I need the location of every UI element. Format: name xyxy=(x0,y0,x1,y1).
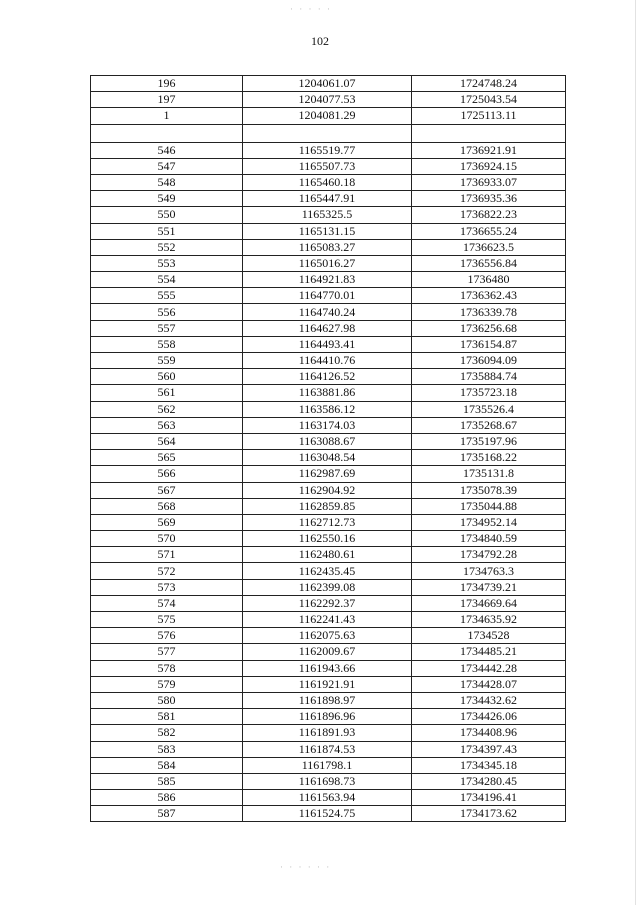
table-row xyxy=(91,725,566,741)
x-coordinate-cell: 1161524.75 xyxy=(243,806,412,822)
coordinate-table xyxy=(90,75,566,822)
x-coordinate-cell: 1161898.97 xyxy=(243,692,412,708)
y-coordinate-cell: 1734196.41 xyxy=(412,790,566,806)
y-coordinate-cell: 1735197.96 xyxy=(412,433,566,449)
y-coordinate-cell: 1734763.3 xyxy=(412,563,566,579)
table-row xyxy=(91,288,566,304)
y-coordinate-cell: 1736921.91 xyxy=(412,142,566,158)
x-coordinate-cell: 1165016.27 xyxy=(243,255,412,271)
point-number-cell: 587 xyxy=(91,806,243,822)
point-number-cell: 197 xyxy=(91,92,243,108)
y-coordinate-cell: 1736154.87 xyxy=(412,336,566,352)
x-coordinate-cell: 1165460.18 xyxy=(243,174,412,190)
point-number-cell: 585 xyxy=(91,773,243,789)
x-coordinate-cell: 1162859.85 xyxy=(243,498,412,514)
table-row xyxy=(91,628,566,644)
table-row xyxy=(91,773,566,789)
x-coordinate-cell: 1164770.01 xyxy=(243,288,412,304)
y-coordinate-cell: 1734485.21 xyxy=(412,644,566,660)
y-coordinate-cell: 1735168.22 xyxy=(412,450,566,466)
point-number-cell: 584 xyxy=(91,757,243,773)
table-row xyxy=(91,191,566,207)
point-number-cell: 570 xyxy=(91,531,243,547)
table-row xyxy=(91,806,566,822)
x-coordinate-cell: 1164410.76 xyxy=(243,353,412,369)
table-row xyxy=(91,320,566,336)
x-coordinate-cell: 1161921.91 xyxy=(243,676,412,692)
y-coordinate-cell: 1736655.24 xyxy=(412,223,566,239)
y-coordinate-cell: 1734528 xyxy=(412,628,566,644)
table-row xyxy=(91,353,566,369)
point-number-cell: 582 xyxy=(91,725,243,741)
x-coordinate-cell: 1164627.98 xyxy=(243,320,412,336)
y-coordinate-cell: 1734669.64 xyxy=(412,595,566,611)
table-row xyxy=(91,531,566,547)
x-coordinate-cell: 1163586.12 xyxy=(243,401,412,417)
point-number-cell: 559 xyxy=(91,353,243,369)
table-row xyxy=(91,741,566,757)
table-row xyxy=(91,612,566,628)
y-coordinate-cell: 1735078.39 xyxy=(412,482,566,498)
x-coordinate-cell: 1161896.96 xyxy=(243,709,412,725)
y-coordinate-cell: 1736623.5 xyxy=(412,239,566,255)
x-coordinate-cell: 1162987.69 xyxy=(243,466,412,482)
y-coordinate-cell: 1725113.11 xyxy=(412,108,566,124)
table-row xyxy=(91,676,566,692)
x-coordinate-cell: 1163174.03 xyxy=(243,417,412,433)
table-row xyxy=(91,790,566,806)
y-coordinate-cell: 1735884.74 xyxy=(412,369,566,385)
point-number-cell: 572 xyxy=(91,563,243,579)
x-coordinate-cell: 1164126.52 xyxy=(243,369,412,385)
x-coordinate-cell: 1164740.24 xyxy=(243,304,412,320)
table-row xyxy=(91,757,566,773)
x-coordinate-cell: 1162292.37 xyxy=(243,595,412,611)
x-coordinate-cell: 1204061.07 xyxy=(243,76,412,92)
point-number-cell: 547 xyxy=(91,158,243,174)
y-coordinate-cell: 1735526.4 xyxy=(412,401,566,417)
y-coordinate-cell: 1725043.54 xyxy=(412,92,566,108)
x-coordinate-cell: 1162712.73 xyxy=(243,514,412,530)
table-row xyxy=(91,304,566,320)
table-row xyxy=(91,433,566,449)
y-coordinate-cell: 1734635.92 xyxy=(412,612,566,628)
y-coordinate-cell: 1734280.45 xyxy=(412,773,566,789)
y-coordinate-cell: 1736556.84 xyxy=(412,255,566,271)
table-row xyxy=(91,124,566,142)
table-row xyxy=(91,385,566,401)
table-row xyxy=(91,579,566,595)
x-coordinate-cell: 1161874.53 xyxy=(243,741,412,757)
x-coordinate-cell: 1165083.27 xyxy=(243,239,412,255)
x-coordinate-cell: 1164493.41 xyxy=(243,336,412,352)
y-coordinate-cell: 1736094.09 xyxy=(412,353,566,369)
point-number-cell: 575 xyxy=(91,612,243,628)
x-coordinate-cell: 1162241.43 xyxy=(243,612,412,628)
y-coordinate-cell: 1736480 xyxy=(412,272,566,288)
table-row xyxy=(91,401,566,417)
point-number-cell: 552 xyxy=(91,239,243,255)
y-coordinate-cell: 1736935.36 xyxy=(412,191,566,207)
table-row xyxy=(91,417,566,433)
point-number-cell: 568 xyxy=(91,498,243,514)
point-number-cell xyxy=(91,124,243,142)
scan-noise-top: · · · · · xyxy=(290,4,332,14)
x-coordinate-cell: 1162009.67 xyxy=(243,644,412,660)
scan-noise-bottom: · · · · · · xyxy=(280,862,332,872)
table-row xyxy=(91,660,566,676)
scan-edge-line xyxy=(635,0,636,905)
table-row xyxy=(91,563,566,579)
point-number-cell: 566 xyxy=(91,466,243,482)
y-coordinate-cell: 1736933.07 xyxy=(412,174,566,190)
x-coordinate-cell: 1161943.66 xyxy=(243,660,412,676)
point-number-cell: 581 xyxy=(91,709,243,725)
x-coordinate-cell: 1164921.83 xyxy=(243,272,412,288)
table-row xyxy=(91,692,566,708)
point-number-cell: 549 xyxy=(91,191,243,207)
y-coordinate-cell: 1734173.62 xyxy=(412,806,566,822)
x-coordinate-cell: 1162480.61 xyxy=(243,547,412,563)
point-number-cell: 555 xyxy=(91,288,243,304)
point-number-cell: 580 xyxy=(91,692,243,708)
y-coordinate-cell: 1734397.43 xyxy=(412,741,566,757)
point-number-cell: 553 xyxy=(91,255,243,271)
x-coordinate-cell: 1161798.1 xyxy=(243,757,412,773)
point-number-cell: 565 xyxy=(91,450,243,466)
x-coordinate-cell: 1204081.29 xyxy=(243,108,412,124)
point-number-cell: 1 xyxy=(91,108,243,124)
point-number-cell: 548 xyxy=(91,174,243,190)
table-row xyxy=(91,158,566,174)
x-coordinate-cell: 1162435.45 xyxy=(243,563,412,579)
point-number-cell: 562 xyxy=(91,401,243,417)
x-coordinate-cell: 1204077.53 xyxy=(243,92,412,108)
table-row xyxy=(91,272,566,288)
y-coordinate-cell: 1735268.67 xyxy=(412,417,566,433)
table-row xyxy=(91,450,566,466)
point-number-cell: 571 xyxy=(91,547,243,563)
x-coordinate-cell: 1165447.91 xyxy=(243,191,412,207)
coordinate-table-body xyxy=(91,76,566,822)
x-coordinate-cell: 1162904.92 xyxy=(243,482,412,498)
point-number-cell: 556 xyxy=(91,304,243,320)
x-coordinate-cell: 1161698.73 xyxy=(243,773,412,789)
table-row xyxy=(91,369,566,385)
point-number-cell: 546 xyxy=(91,142,243,158)
y-coordinate-cell xyxy=(412,124,566,142)
table-row xyxy=(91,709,566,725)
x-coordinate-cell: 1162075.63 xyxy=(243,628,412,644)
y-coordinate-cell: 1734345.18 xyxy=(412,757,566,773)
point-number-cell: 558 xyxy=(91,336,243,352)
x-coordinate-cell: 1162399.08 xyxy=(243,579,412,595)
y-coordinate-cell: 1736256.68 xyxy=(412,320,566,336)
x-coordinate-cell: 1163088.67 xyxy=(243,433,412,449)
y-coordinate-cell: 1734840.59 xyxy=(412,531,566,547)
x-coordinate-cell: 1162550.16 xyxy=(243,531,412,547)
table-row xyxy=(91,108,566,124)
table-row xyxy=(91,239,566,255)
y-coordinate-cell: 1736822.23 xyxy=(412,207,566,223)
y-coordinate-cell: 1736924.15 xyxy=(412,158,566,174)
table-row xyxy=(91,595,566,611)
x-coordinate-cell: 1161891.93 xyxy=(243,725,412,741)
table-row xyxy=(91,76,566,92)
point-number-cell: 563 xyxy=(91,417,243,433)
y-coordinate-cell: 1734739.21 xyxy=(412,579,566,595)
page-number: 102 xyxy=(311,34,329,48)
point-number-cell: 560 xyxy=(91,369,243,385)
table-row xyxy=(91,498,566,514)
table-row xyxy=(91,466,566,482)
y-coordinate-cell: 1724748.24 xyxy=(412,76,566,92)
y-coordinate-cell: 1734792.28 xyxy=(412,547,566,563)
point-number-cell: 554 xyxy=(91,272,243,288)
point-number-cell: 196 xyxy=(91,76,243,92)
point-number-cell: 586 xyxy=(91,790,243,806)
table-row xyxy=(91,547,566,563)
x-coordinate-cell: 1165507.73 xyxy=(243,158,412,174)
point-number-cell: 579 xyxy=(91,676,243,692)
point-number-cell: 557 xyxy=(91,320,243,336)
y-coordinate-cell: 1735723.18 xyxy=(412,385,566,401)
point-number-cell: 569 xyxy=(91,514,243,530)
y-coordinate-cell: 1736362.43 xyxy=(412,288,566,304)
point-number-cell: 578 xyxy=(91,660,243,676)
point-number-cell: 551 xyxy=(91,223,243,239)
y-coordinate-cell: 1734432.62 xyxy=(412,692,566,708)
point-number-cell: 576 xyxy=(91,628,243,644)
x-coordinate-cell: 1165325.5 xyxy=(243,207,412,223)
x-coordinate-cell: 1163881.86 xyxy=(243,385,412,401)
table-row xyxy=(91,482,566,498)
y-coordinate-cell: 1734442.28 xyxy=(412,660,566,676)
point-number-cell: 561 xyxy=(91,385,243,401)
x-coordinate-cell: 1165519.77 xyxy=(243,142,412,158)
y-coordinate-cell: 1734428.07 xyxy=(412,676,566,692)
y-coordinate-cell: 1734426.06 xyxy=(412,709,566,725)
y-coordinate-cell: 1734952.14 xyxy=(412,514,566,530)
table-row xyxy=(91,207,566,223)
point-number-cell: 550 xyxy=(91,207,243,223)
point-number-cell: 574 xyxy=(91,595,243,611)
y-coordinate-cell: 1734408.96 xyxy=(412,725,566,741)
table-row xyxy=(91,142,566,158)
x-coordinate-cell: 1161563.94 xyxy=(243,790,412,806)
point-number-cell: 573 xyxy=(91,579,243,595)
point-number-cell: 583 xyxy=(91,741,243,757)
x-coordinate-cell xyxy=(243,124,412,142)
table-row xyxy=(91,644,566,660)
y-coordinate-cell: 1735044.88 xyxy=(412,498,566,514)
x-coordinate-cell: 1165131.15 xyxy=(243,223,412,239)
point-number-cell: 577 xyxy=(91,644,243,660)
x-coordinate-cell: 1163048.54 xyxy=(243,450,412,466)
table-row xyxy=(91,92,566,108)
table-row xyxy=(91,514,566,530)
table-row xyxy=(91,336,566,352)
point-number-cell: 564 xyxy=(91,433,243,449)
point-number-cell: 567 xyxy=(91,482,243,498)
y-coordinate-cell: 1736339.78 xyxy=(412,304,566,320)
table-row xyxy=(91,223,566,239)
table-row xyxy=(91,255,566,271)
y-coordinate-cell: 1735131.8 xyxy=(412,466,566,482)
table-row xyxy=(91,174,566,190)
